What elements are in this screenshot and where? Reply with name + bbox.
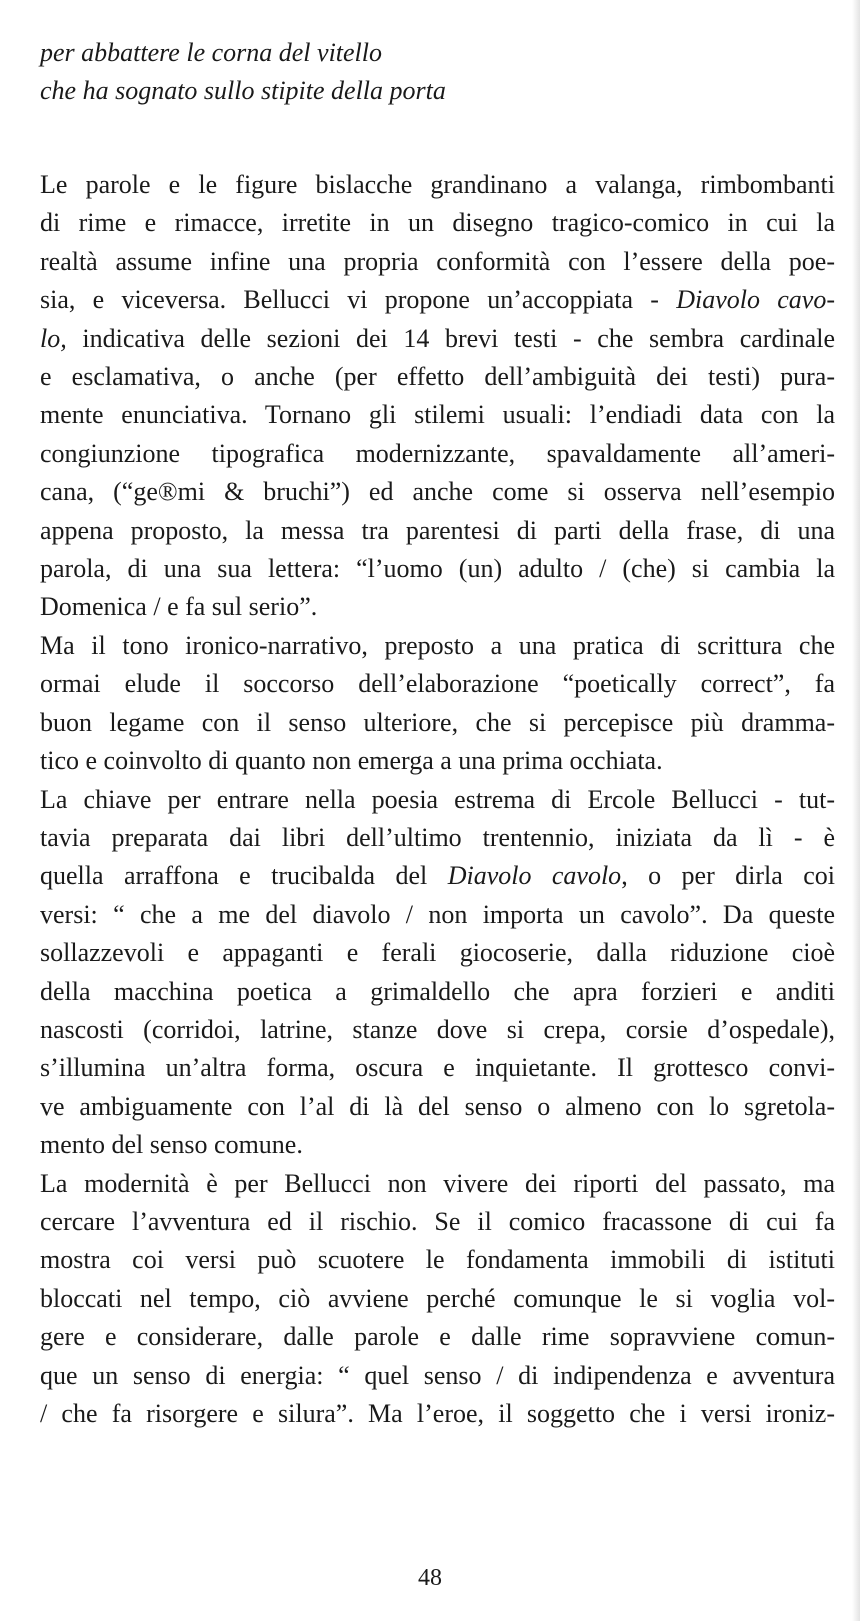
text-line [40,1241,835,1279]
text-run: La modernità è per Bellucci non vivere dei riporti del passato, ma [40,1168,835,1198]
text-run: indicativa delle sezioni dei 14 brevi testi - che sembra cardinale [66,323,835,353]
text-line [40,1357,835,1395]
text-run: tico e coinvolto di quanto non emerga a una prima occhiata. [40,746,663,776]
text-line [40,1395,835,1433]
text-run: ormai elude il soccorso dell’elaborazione “poetically correct”, fa [40,669,835,699]
text-run: versi: “ che a me del diavolo / non importa un cavolo”. Da queste [40,899,835,929]
text-run: della macchina poetica a grimaldello che apra forzieri e anditi [40,976,835,1006]
text-line [40,704,835,742]
text-run: sollazzevoli e appaganti e ferali giocoserie, dalla riduzione cioè [40,938,835,968]
text-run: gere e considerare, dalle parole e dalle rime sopravviene comun- [40,1322,835,1352]
text-line [40,358,835,396]
text-line [40,396,835,434]
text-line [40,243,835,281]
text-line [40,473,835,511]
paragraph [40,627,835,781]
text-line [40,665,835,703]
text-run: La chiave per entrare nella poesia estrema di Ercole Bellucci - tut- [40,784,835,814]
text-run: e esclamativa, o anche (per effetto dell’ambiguità dei testi) pura- [40,362,835,392]
text-line [40,588,835,626]
text-line [40,512,835,550]
text-line [40,896,835,934]
page-number: 48 [418,1565,442,1591]
text-run: mento del senso comune. [40,1130,303,1160]
italic-title: Diavolo cavo- [676,285,835,315]
italic-title: lo, [40,323,67,353]
text-line [40,1088,835,1126]
text-line [40,281,835,319]
text-run: que un senso di energia: “ quel senso / di indipendenza e avventura [40,1360,835,1390]
verse-quote [40,34,835,110]
text-run: mente enunciativa. Tornano gli stilemi usuali: l’endiadi data con la [40,400,835,430]
text-run: realtà assume infine una propria conformità con l’essere della poe- [40,246,835,276]
text-line [40,781,835,819]
text-run: quella arraffona e trucibalda del [40,861,448,891]
text-run: cercare l’avventura ed il rischio. Se il comico fracassone di cui fa [40,1206,835,1236]
text-line [40,204,835,242]
verse-line: per abbattere le corna del vitello [40,38,382,67]
text-line [40,1165,835,1203]
paragraph [40,1165,835,1434]
text-line [40,934,835,972]
text-run: ve ambiguamente con l’al di là del senso o almeno con lo sgretola- [40,1091,835,1121]
text-run: di rime e rimacce, irretite in un disegno tragico-comico in cui la [40,208,835,238]
text-line [40,550,835,588]
italic-title: Diavolo cavolo [447,861,622,891]
text-line [40,1280,835,1318]
text-run: / che fa risorgere e silura”. Ma l’eroe, il soggetto che i versi ironiz- [40,1399,835,1428]
text-line [40,857,835,895]
text-line [40,1126,835,1164]
text-run: Le parole e le figure bislacche grandinano a valanga, rimbombanti [40,170,835,199]
book-page [40,34,835,1433]
text-line [40,1011,835,1049]
text-line [40,435,835,473]
text-run: , o per dirla coi [621,861,835,891]
verse-line: che ha sognato sullo stipite della porta [40,76,446,105]
text-run: parola, di una sua lettera: “l’uomo (un) adulto / (che) si cambia la [40,554,835,584]
text-run: sia, e viceversa. Bellucci vi propone un’accoppiata - [40,285,677,315]
body-text [40,166,835,1433]
text-run: buon legame con il senso ulteriore, che si percepisce più dramma- [40,707,835,737]
text-run: bloccati nel tempo, ciò avviene perché comunque le si voglia vol- [40,1283,835,1313]
text-line [40,627,835,665]
text-run: Ma il tono ironico-narrativo, preposto a una pratica di scrittura che [40,630,835,660]
text-run: mostra coi versi può scuotere le fondamenta immobili di istituti [40,1245,835,1275]
text-line [40,166,835,204]
text-run: nascosti (corridoi, latrine, stanze dove si crepa, corsie d’ospedale), [40,1014,835,1044]
text-line [40,742,835,780]
text-line [40,1318,835,1356]
text-run: Domenica / e fa sul serio”. [40,592,318,622]
page-edge-shadow [852,0,860,1621]
text-line [40,973,835,1011]
text-run: tavia preparata dai libri dell’ultimo trentennio, iniziata da lì - è [40,822,835,852]
paragraph [40,781,835,1165]
text-run: appena proposto, la messa tra parentesi di parti della frase, di una [40,515,835,545]
text-line [40,1049,835,1087]
text-run: congiunzione tipografica modernizzante, spavaldamente all’ameri- [40,438,835,468]
text-run: s’illumina un’altra forma, oscura e inquietante. Il grottesco convi- [40,1053,835,1083]
text-run: cana, (“ge®mi & bruchi”) ed anche come si osserva nell’esempio [40,477,835,507]
text-line [40,1203,835,1241]
paragraph [40,166,835,627]
text-line [40,320,835,358]
text-line [40,819,835,857]
